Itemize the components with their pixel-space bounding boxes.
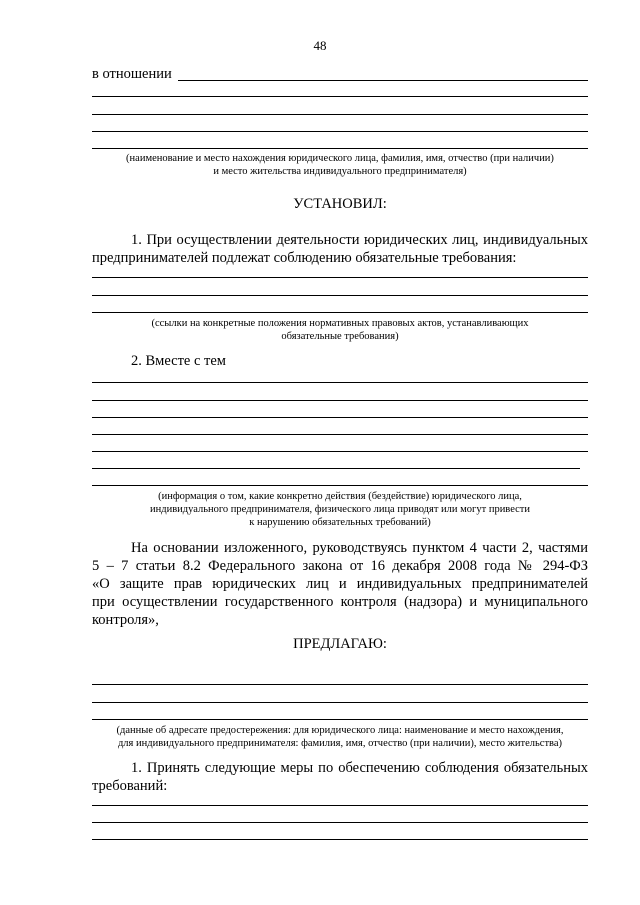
fill-line — [92, 131, 588, 132]
para-1-line2: предпринимателей подлежат соблюдению обязательные требования: — [92, 250, 517, 266]
heading-predlagayu: ПРЕДЛАГАЮ: — [293, 636, 387, 652]
para-3-line2: 5 – 7 статьи 8.2 Федерального закона от 16 декабря 2008 года № 294-ФЗ — [92, 558, 588, 574]
fill-line — [92, 468, 580, 469]
fill-line — [92, 839, 588, 840]
fill-line — [92, 114, 588, 115]
heading-ustanovil: УСТАНОВИЛ: — [293, 196, 387, 212]
fill-line — [92, 148, 588, 149]
fill-line — [92, 702, 588, 703]
note-subject-line1: (наименование и место нахождения юридического лица, фамилия, имя, отчество (при наличии) — [126, 153, 554, 164]
para-4-line1: 1. Принять следующие меры по обеспечению соблюдения обязательных — [131, 760, 588, 776]
fill-line — [92, 719, 588, 720]
fill-line — [92, 822, 588, 823]
para-3-line4: при осуществлении государственного контроля (надзора) и муниципального — [92, 594, 588, 610]
para-3-line3: «О защите прав юридических лиц и индивидуальных предпринимателей — [92, 576, 588, 592]
note-violations-line2: индивидуального предпринимателя, физического лица приводят или могут привести — [150, 504, 530, 515]
para-3-line1: На основании изложенного, руководствуясь пунктом 4 части 2, частями — [131, 540, 588, 556]
fill-line — [92, 295, 588, 296]
otnoshenii-label: в отношении — [92, 66, 172, 82]
page-number: 48 — [313, 38, 327, 53]
fill-line — [92, 400, 588, 401]
note-requirements-line2: обязательные требования) — [281, 331, 399, 342]
fill-line — [92, 312, 588, 313]
fill-line — [92, 382, 588, 383]
fill-line — [92, 805, 588, 806]
para-3-line5: контроля», — [92, 612, 159, 628]
fill-line — [92, 485, 588, 486]
note-violations-line3: к нарушению обязательных требований) — [249, 517, 431, 528]
fill-line — [92, 684, 588, 685]
para-2: 2. Вместе с тем — [131, 353, 226, 369]
note-requirements-line1: (ссылки на конкретные положения нормативных правовых актов, устанавливающих — [151, 318, 529, 329]
note-addressee-line2: для индивидуального предпринимателя: фамилия, имя, отчество (при наличии), место жительства) — [117, 738, 563, 749]
fill-line — [92, 417, 588, 418]
fill-line — [92, 451, 588, 452]
fill-line — [92, 434, 588, 435]
para-1-line1: 1. При осуществлении деятельности юридических лиц, индивидуальных — [131, 232, 588, 248]
fill-line — [92, 277, 588, 278]
note-violations-line1: (информация о том, какие конкретно действия (бездействие) юридического лица, — [158, 491, 522, 502]
note-subject-line2: и место жительства индивидуального предпринимателя) — [213, 166, 467, 177]
note-addressee-line1: (данные об адресате предостережения: для юридического лица: наименование и место нахождения, — [116, 725, 564, 736]
fill-line — [92, 96, 588, 97]
para-4-line2: требований: — [92, 778, 168, 794]
fill-line-subject — [178, 80, 588, 81]
